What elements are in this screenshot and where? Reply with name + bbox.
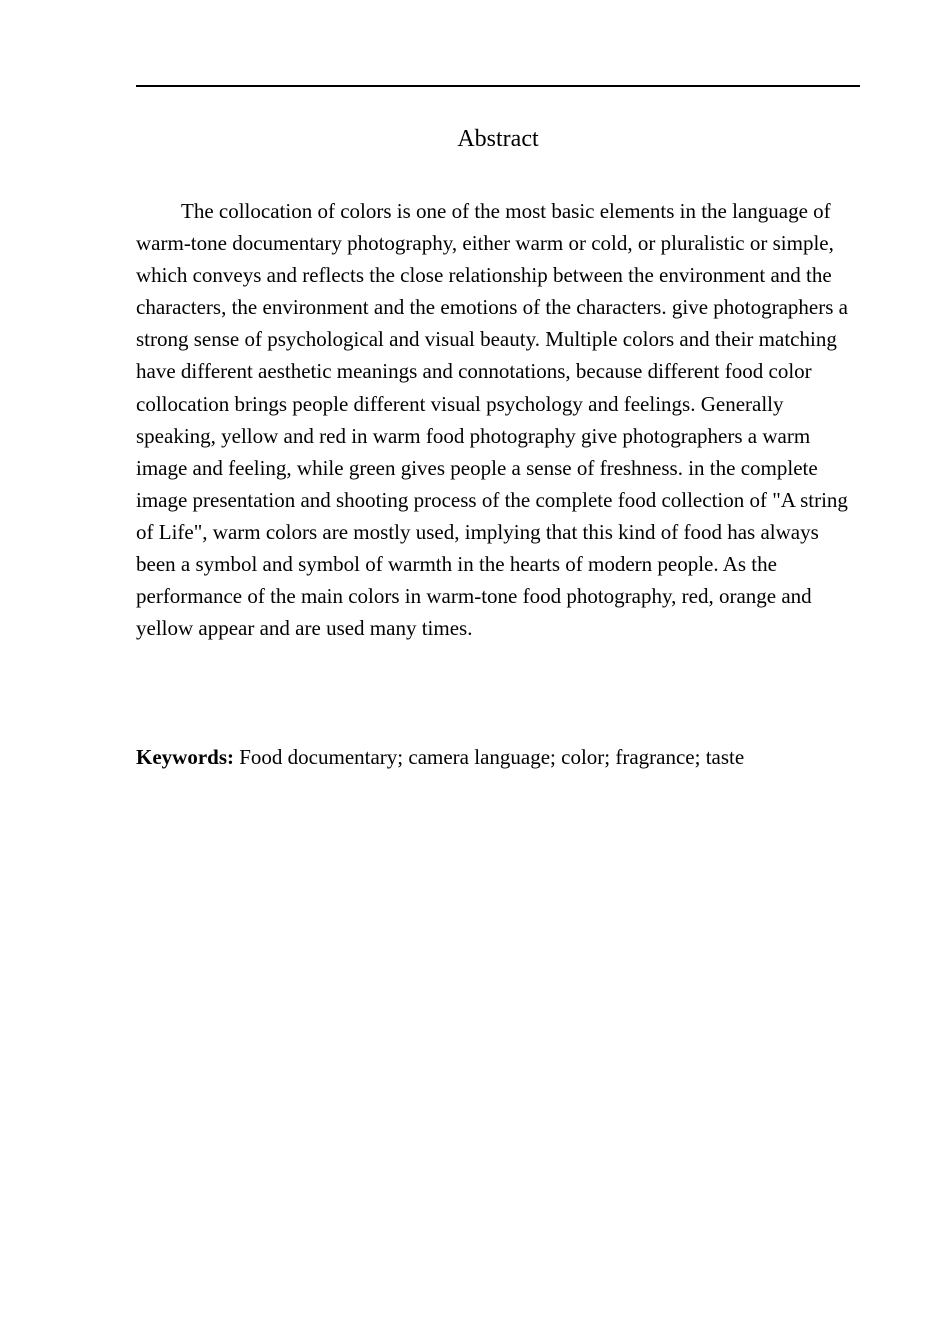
abstract-paragraph: The collocation of colors is one of the most basic elements in the language of warm-tone documentary photography, either warm or cold, or pluralistic or simple, which conveys and reflects the close relationship between the environment and the characters, the environment and the emotions of the characters. give photographers a strong sense of psychological and visual beauty. Multiple colors and their matching have different aesthetic meanings and connotations, because different food color collocation brings people different visual psychology and feelings. Generally speaking, yellow and red in warm food photography give photographers a warm image and feeling, while green gives people a sense of freshness. in the complete image presentation and shooting process of the complete food collection of "A string of Life", warm colors are mostly used, implying that this kind of food has always been a symbol and symbol of warmth in the hearts of modern people. As the performance of the main colors in warm-tone food photography, red, orange and yellow appear and are used many times.: [136, 199, 848, 641]
keywords-list: Food documentary; camera language; color; fragrance; taste: [239, 745, 745, 769]
keywords-label: Keywords:: [136, 745, 234, 769]
header-rule: [136, 85, 860, 87]
keywords-line: [136, 741, 860, 773]
page-title: Abstract: [457, 126, 539, 152]
